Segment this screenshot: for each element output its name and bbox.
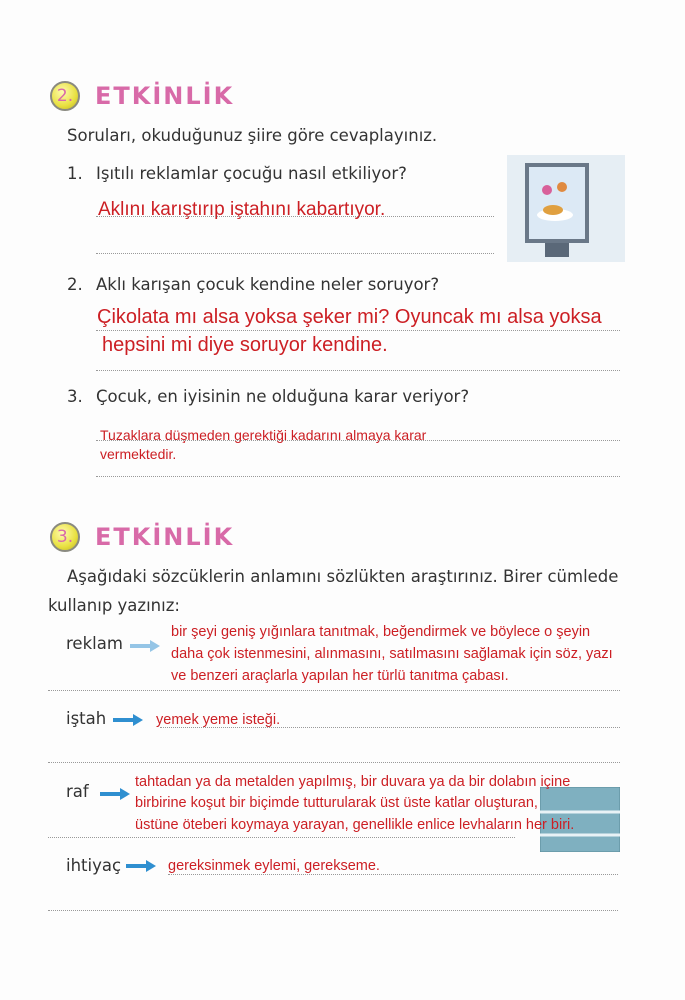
answer-line bbox=[96, 370, 620, 371]
question-2-text: Aklı karışan çocuk kendine neler soruyor? bbox=[96, 275, 440, 294]
answer-3-line-2: vermektedir. bbox=[100, 446, 177, 462]
word-istah: iştah bbox=[66, 709, 107, 728]
answer-line bbox=[48, 910, 618, 911]
billboard-illustration bbox=[507, 155, 625, 262]
activity-3-badge: 3. bbox=[50, 522, 80, 552]
arrow-icon bbox=[126, 860, 156, 872]
activity-2-badge: 2. bbox=[50, 81, 80, 111]
answer-line bbox=[96, 253, 494, 254]
arrow-icon bbox=[100, 788, 130, 800]
definition-reklam-2: daha çok istenmesini, alınmasını, satılmasını sağlamak için söz, yazı bbox=[171, 646, 613, 662]
activity-3-instruction-1: Aşağıdaki sözcüklerin anlamını sözlükten araştırınız. Birer cümlede bbox=[67, 567, 619, 586]
definition-reklam-1: bir şeyi geniş yığınlara tanıtmak, beğendirmek ve böylece o şeyin bbox=[171, 624, 591, 640]
arrow-icon bbox=[130, 640, 160, 652]
activity-2-title: ETKİNLİK bbox=[95, 82, 235, 110]
activity-3-title: ETKİNLİK bbox=[95, 523, 235, 551]
answer-2-line-2: hepsini mi diye soruyor kendine. bbox=[102, 334, 388, 356]
answer-1: Aklını karıştırıp iştahını kabartıyor. bbox=[98, 199, 386, 220]
answer-line bbox=[48, 837, 515, 838]
question-3-text: Çocuk, en iyisinin ne olduğuna karar veriyor? bbox=[96, 387, 470, 406]
answer-line bbox=[96, 440, 620, 441]
definition-raf-2: birbirine koşut bir biçimde tutturularak üst üste katlar oluşturan, bbox=[135, 795, 538, 811]
answer-line bbox=[48, 762, 620, 763]
answer-3-line-1: Tuzaklara düşmeden gerektiği kadarını almaya karar bbox=[100, 427, 427, 443]
word-reklam: reklam bbox=[66, 634, 123, 653]
answer-line bbox=[96, 216, 494, 217]
answer-line bbox=[48, 690, 620, 691]
question-1-number: 1. bbox=[67, 164, 83, 183]
answer-line bbox=[168, 874, 618, 875]
definition-raf-1: tahtadan ya da metalden yapılmış, bir duvara ya da bir dolabın içine bbox=[135, 774, 571, 790]
answer-2-line-1: Çikolata mı alsa yoksa şeker mi? Oyuncak mı alsa yoksa bbox=[97, 306, 602, 328]
answer-line bbox=[96, 476, 620, 477]
word-raf: raf bbox=[66, 782, 89, 801]
word-ihtiyac: ihtiyaç bbox=[66, 856, 122, 875]
question-2-number: 2. bbox=[67, 275, 83, 294]
definition-ihtiyac: gereksinmek eylemi, gerekseme. bbox=[168, 858, 380, 874]
activity-2-instruction: Soruları, okuduğunuz şiire göre cevaplayınız. bbox=[67, 126, 438, 145]
definition-istah: yemek yeme isteği. bbox=[156, 712, 281, 728]
question-3-number: 3. bbox=[67, 387, 83, 406]
definition-reklam-3: ve benzeri araçlarla yapılan her türlü tanıtma çabası. bbox=[171, 668, 509, 684]
arrow-icon bbox=[113, 714, 143, 726]
definition-raf-3: üstüne öteberi koymaya yarayan, genellikle enlice levhaların her biri. bbox=[135, 817, 575, 833]
question-1-text: Işıtılı reklamlar çocuğu nasıl etkiliyor? bbox=[96, 164, 407, 183]
activity-3-instruction-2: kullanıp yazınız: bbox=[48, 596, 180, 615]
answer-line bbox=[160, 727, 620, 728]
answer-line bbox=[96, 330, 620, 331]
